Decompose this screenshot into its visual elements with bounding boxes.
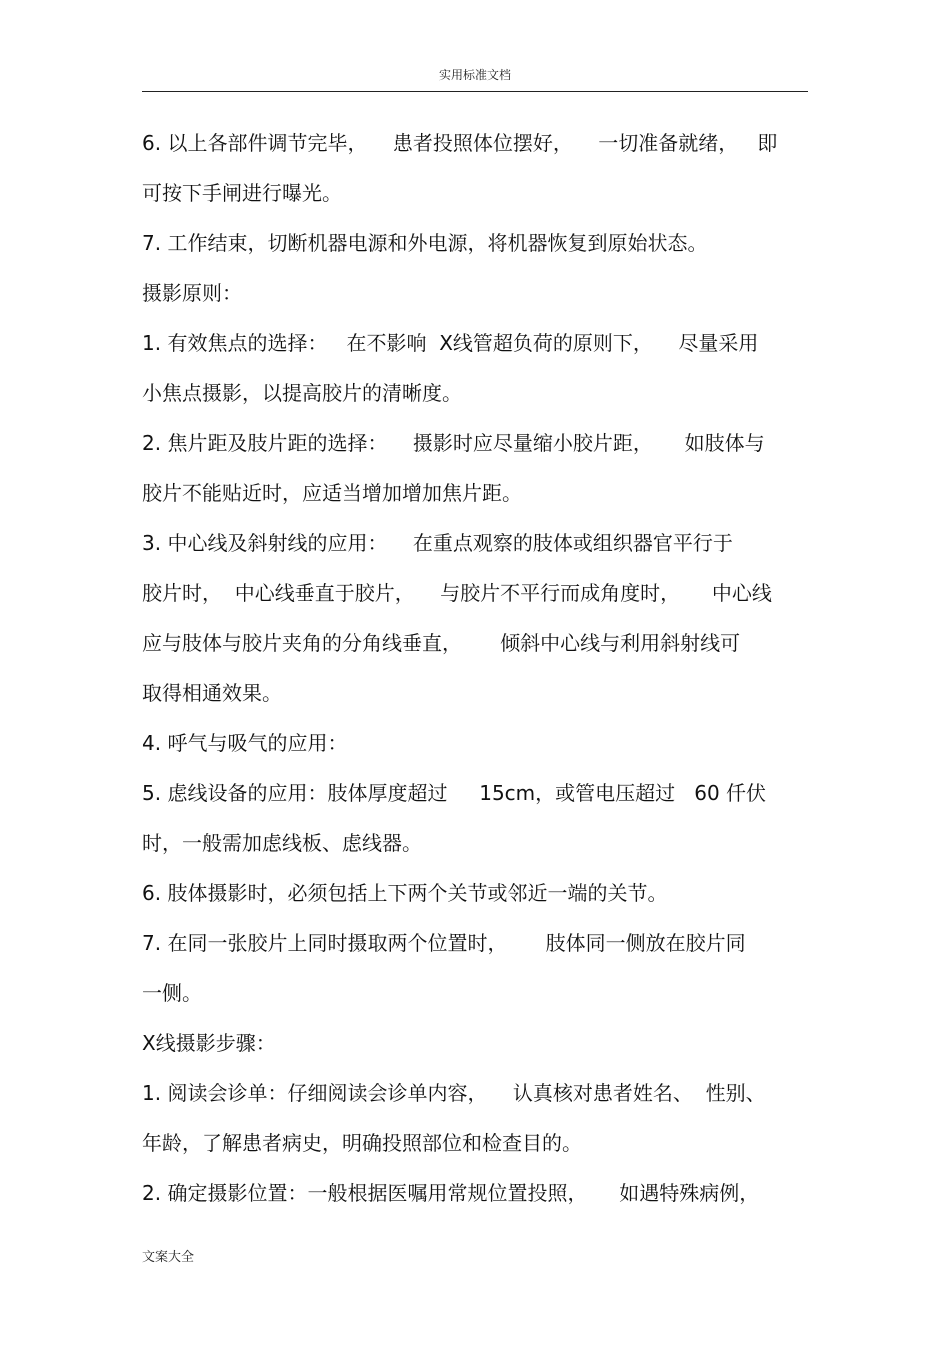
text-line: 应与肢体与胶片夹角的分角线垂直， 倾斜中心线与利用斜射线可 <box>142 631 741 655</box>
page-header: 实用标准文档 <box>438 68 511 82</box>
text-line: 小焦点摄影，以提高胶片的清晰度。 <box>142 381 462 405</box>
text-line: 7. 在同一张胶片上同时摄取两个位置时， 肢体同一侧放在胶片同 <box>142 931 746 955</box>
text-line: 4. 呼气与吸气的应用： <box>142 731 348 755</box>
text-line: 5. 虑线设备的应用：肢体厚度超过 15cm，或管电压超过 60 仟伏 <box>142 781 767 805</box>
text-line: 时，一般需加虑线板、虑线器。 <box>142 831 422 855</box>
text-line: 可按下手闸进行曝光。 <box>142 181 342 205</box>
text-line: 7. 工作结束，切断机器电源和外电源，将机器恢复到原始状态。 <box>142 231 708 255</box>
text-line: 6. 肢体摄影时，必须包括上下两个关节或邻近一端的关节。 <box>142 881 668 905</box>
text-line: 一侧。 <box>142 981 202 1005</box>
page-footer: 文案大全 <box>142 1250 195 1265</box>
section-heading: 摄影原则： <box>142 281 242 305</box>
header-divider <box>142 91 808 92</box>
text-line: 1. 有效焦点的选择： 在不影响 X线管超负荷的原则下， 尽量采用 <box>142 331 759 355</box>
text-line: 胶片不能贴近时，应适当增加增加焦片距。 <box>142 481 522 505</box>
document-body <box>142 118 808 1218</box>
text-line: 年龄，了解患者病史，明确投照部位和检查目的。 <box>142 1131 582 1155</box>
text-line: 6. 以上各部件调节完毕， 患者投照体位摆好， 一切准备就绪， 即 <box>142 131 778 155</box>
text-line: 胶片时， 中心线垂直于胶片， 与胶片不平行而成角度时， 中心线 <box>142 581 772 605</box>
section-heading: X线摄影步骤： <box>142 1031 276 1055</box>
text-line: 2. 确定摄影位置：一般根据医嘱用常规位置投照， 如遇特殊病例， <box>142 1181 760 1205</box>
text-line: 2. 焦片距及肢片距的选择： 摄影时应尽量缩小胶片距， 如肢体与 <box>142 431 765 455</box>
text-line: 取得相通效果。 <box>142 681 282 705</box>
text-line: 1. 阅读会诊单：仔细阅读会诊单内容， 认真核对患者姓名、 性别、 <box>142 1081 766 1105</box>
text-line: 3. 中心线及斜射线的应用： 在重点观察的肢体或组织器官平行于 <box>142 531 733 555</box>
